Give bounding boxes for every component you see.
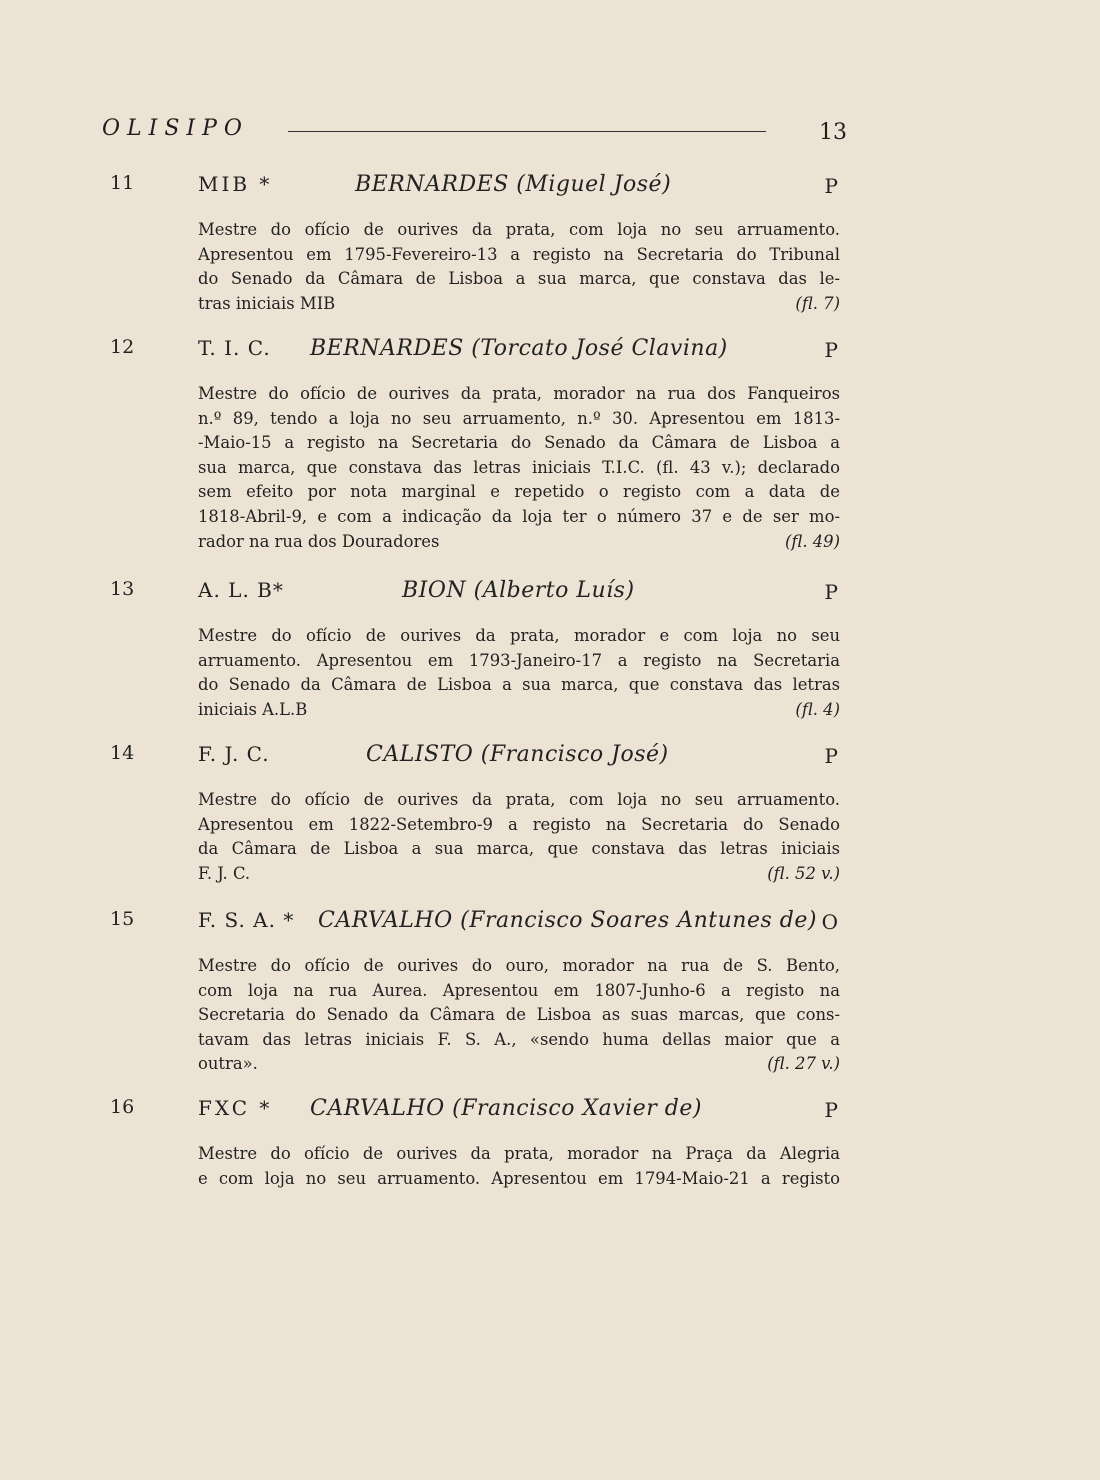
entry-number: 13 (110, 578, 135, 600)
entry-description (198, 218, 840, 316)
entry-heading (110, 172, 850, 206)
metal-type: O (821, 910, 838, 934)
entry-description (198, 954, 840, 1077)
description-line: rador na rua dos Douradores (198, 531, 440, 551)
description-line: iniciais A.L.B (198, 699, 308, 719)
entry-heading (110, 336, 850, 370)
entry-number: 16 (110, 1096, 135, 1118)
entry-13 (110, 578, 850, 722)
entry-description (198, 1142, 840, 1191)
maker-mark: A. L. B* (198, 578, 284, 602)
entry-12 (110, 336, 850, 554)
running-head (102, 116, 847, 148)
page-number: 13 (819, 120, 847, 145)
description-line: sem efeito por nota marginal e repetido o registo com a data de (198, 482, 840, 502)
entry-11 (110, 172, 850, 316)
folio-reference: (fl. 52 v.) (767, 863, 840, 883)
description-line: -Maio-15 a registo na Secretaria do Senado da Câmara de Lisboa a (198, 433, 840, 453)
description-line: Mestre do ofício de ourives do ouro, morador na rua de S. Bento, (198, 956, 840, 975)
description-line: do Senado da Câmara de Lisboa a sua marca, que constava das le- (198, 269, 840, 289)
description-line: tavam das letras iniciais F. S. A., «sendo huma dellas maior que a (198, 1029, 840, 1049)
entry-number: 14 (110, 742, 135, 764)
maker-name: BERNARDES (Miguel José) (355, 172, 672, 197)
maker-name: BION (Alberto Luís) (402, 578, 635, 603)
metal-type: P (824, 1098, 838, 1122)
entry-description (198, 788, 840, 886)
description-line: 1818-Abril-9, e com a indicação da loja ter o número 37 e de ser mo- (198, 506, 840, 526)
entry-number: 11 (110, 172, 135, 194)
metal-type: P (824, 580, 838, 604)
description-line: n.º 89, tendo a loja no seu arruamento, n.º 30. Apresentou em 1813- (198, 408, 840, 428)
folio-reference: (fl. 4) (795, 699, 840, 719)
entry-16 (110, 1096, 850, 1191)
folio-reference: (fl. 27 v.) (767, 1054, 840, 1074)
maker-mark: F. S. A. * (198, 908, 295, 932)
description-line: Mestre do ofício de ourives da prata, com loja no seu arruamento. (198, 220, 840, 239)
description-line: outra». (198, 1054, 258, 1074)
description-line: Mestre do ofício de ourives da prata, morador na Praça da Alegria (198, 1144, 840, 1163)
entry-number: 15 (110, 908, 135, 930)
description-line: tras iniciais MIB (198, 293, 336, 313)
entry-heading (110, 742, 850, 776)
entry-15 (110, 908, 850, 1077)
description-line: Secretaria do Senado da Câmara de Lisboa as suas marcas, que cons- (198, 1005, 840, 1025)
description-line: Mestre do ofício de ourives da prata, com loja no seu arruamento. (198, 790, 840, 809)
maker-mark: F. J. C. (198, 742, 270, 766)
description-line: do Senado da Câmara de Lisboa a sua marca, que constava das letras (198, 675, 840, 695)
maker-mark: T. I. C. (198, 336, 271, 360)
description-line: com loja na rua Aurea. Apresentou em 1807-Junho-6 a registo na (198, 980, 840, 1000)
description-line: da Câmara de Lisboa a sua marca, que constava das letras iniciais (198, 839, 840, 859)
entry-description (198, 624, 840, 722)
description-line: F. J. C. (198, 863, 251, 883)
entry-heading (110, 908, 850, 942)
description-line: Mestre do ofício de ourives da prata, morador na rua dos Fanqueiros (198, 384, 840, 403)
description-line: e com loja no seu arruamento. Apresentou em 1794-Maio-21 a registo (198, 1168, 840, 1188)
entry-heading (110, 1096, 850, 1130)
entry-description (198, 382, 840, 554)
metal-type: P (824, 744, 838, 768)
metal-type: P (824, 338, 838, 362)
maker-mark: FXC * (198, 1096, 273, 1120)
header-rule (288, 131, 766, 132)
maker-mark: MIB * (198, 172, 273, 196)
description-line: Mestre do ofício de ourives da prata, morador e com loja no seu (198, 626, 840, 645)
maker-name: CARVALHO (Francisco Xavier de) (310, 1096, 702, 1121)
entry-number: 12 (110, 336, 135, 358)
entry-14 (110, 742, 850, 886)
description-line: sua marca, que constava das letras iniciais T.I.C. (fl. 43 v.); declarado (198, 457, 840, 477)
maker-name: CARVALHO (Francisco Soares Antunes de) (318, 908, 817, 933)
maker-name: BERNARDES (Torcato José Clavina) (310, 336, 728, 361)
entry-heading (110, 578, 850, 612)
journal-title: OLISIPO (102, 116, 249, 141)
metal-type: P (824, 174, 838, 198)
description-line: Apresentou em 1822-Setembro-9 a registo na Secretaria do Senado (198, 814, 840, 834)
folio-reference: (fl. 49) (785, 531, 840, 551)
folio-reference: (fl. 7) (795, 293, 840, 313)
description-line: arruamento. Apresentou em 1793-Janeiro-17 a registo na Secretaria (198, 650, 840, 670)
maker-name: CALISTO (Francisco José) (366, 742, 669, 767)
description-line: Apresentou em 1795-Fevereiro-13 a registo na Secretaria do Tribunal (198, 244, 840, 264)
